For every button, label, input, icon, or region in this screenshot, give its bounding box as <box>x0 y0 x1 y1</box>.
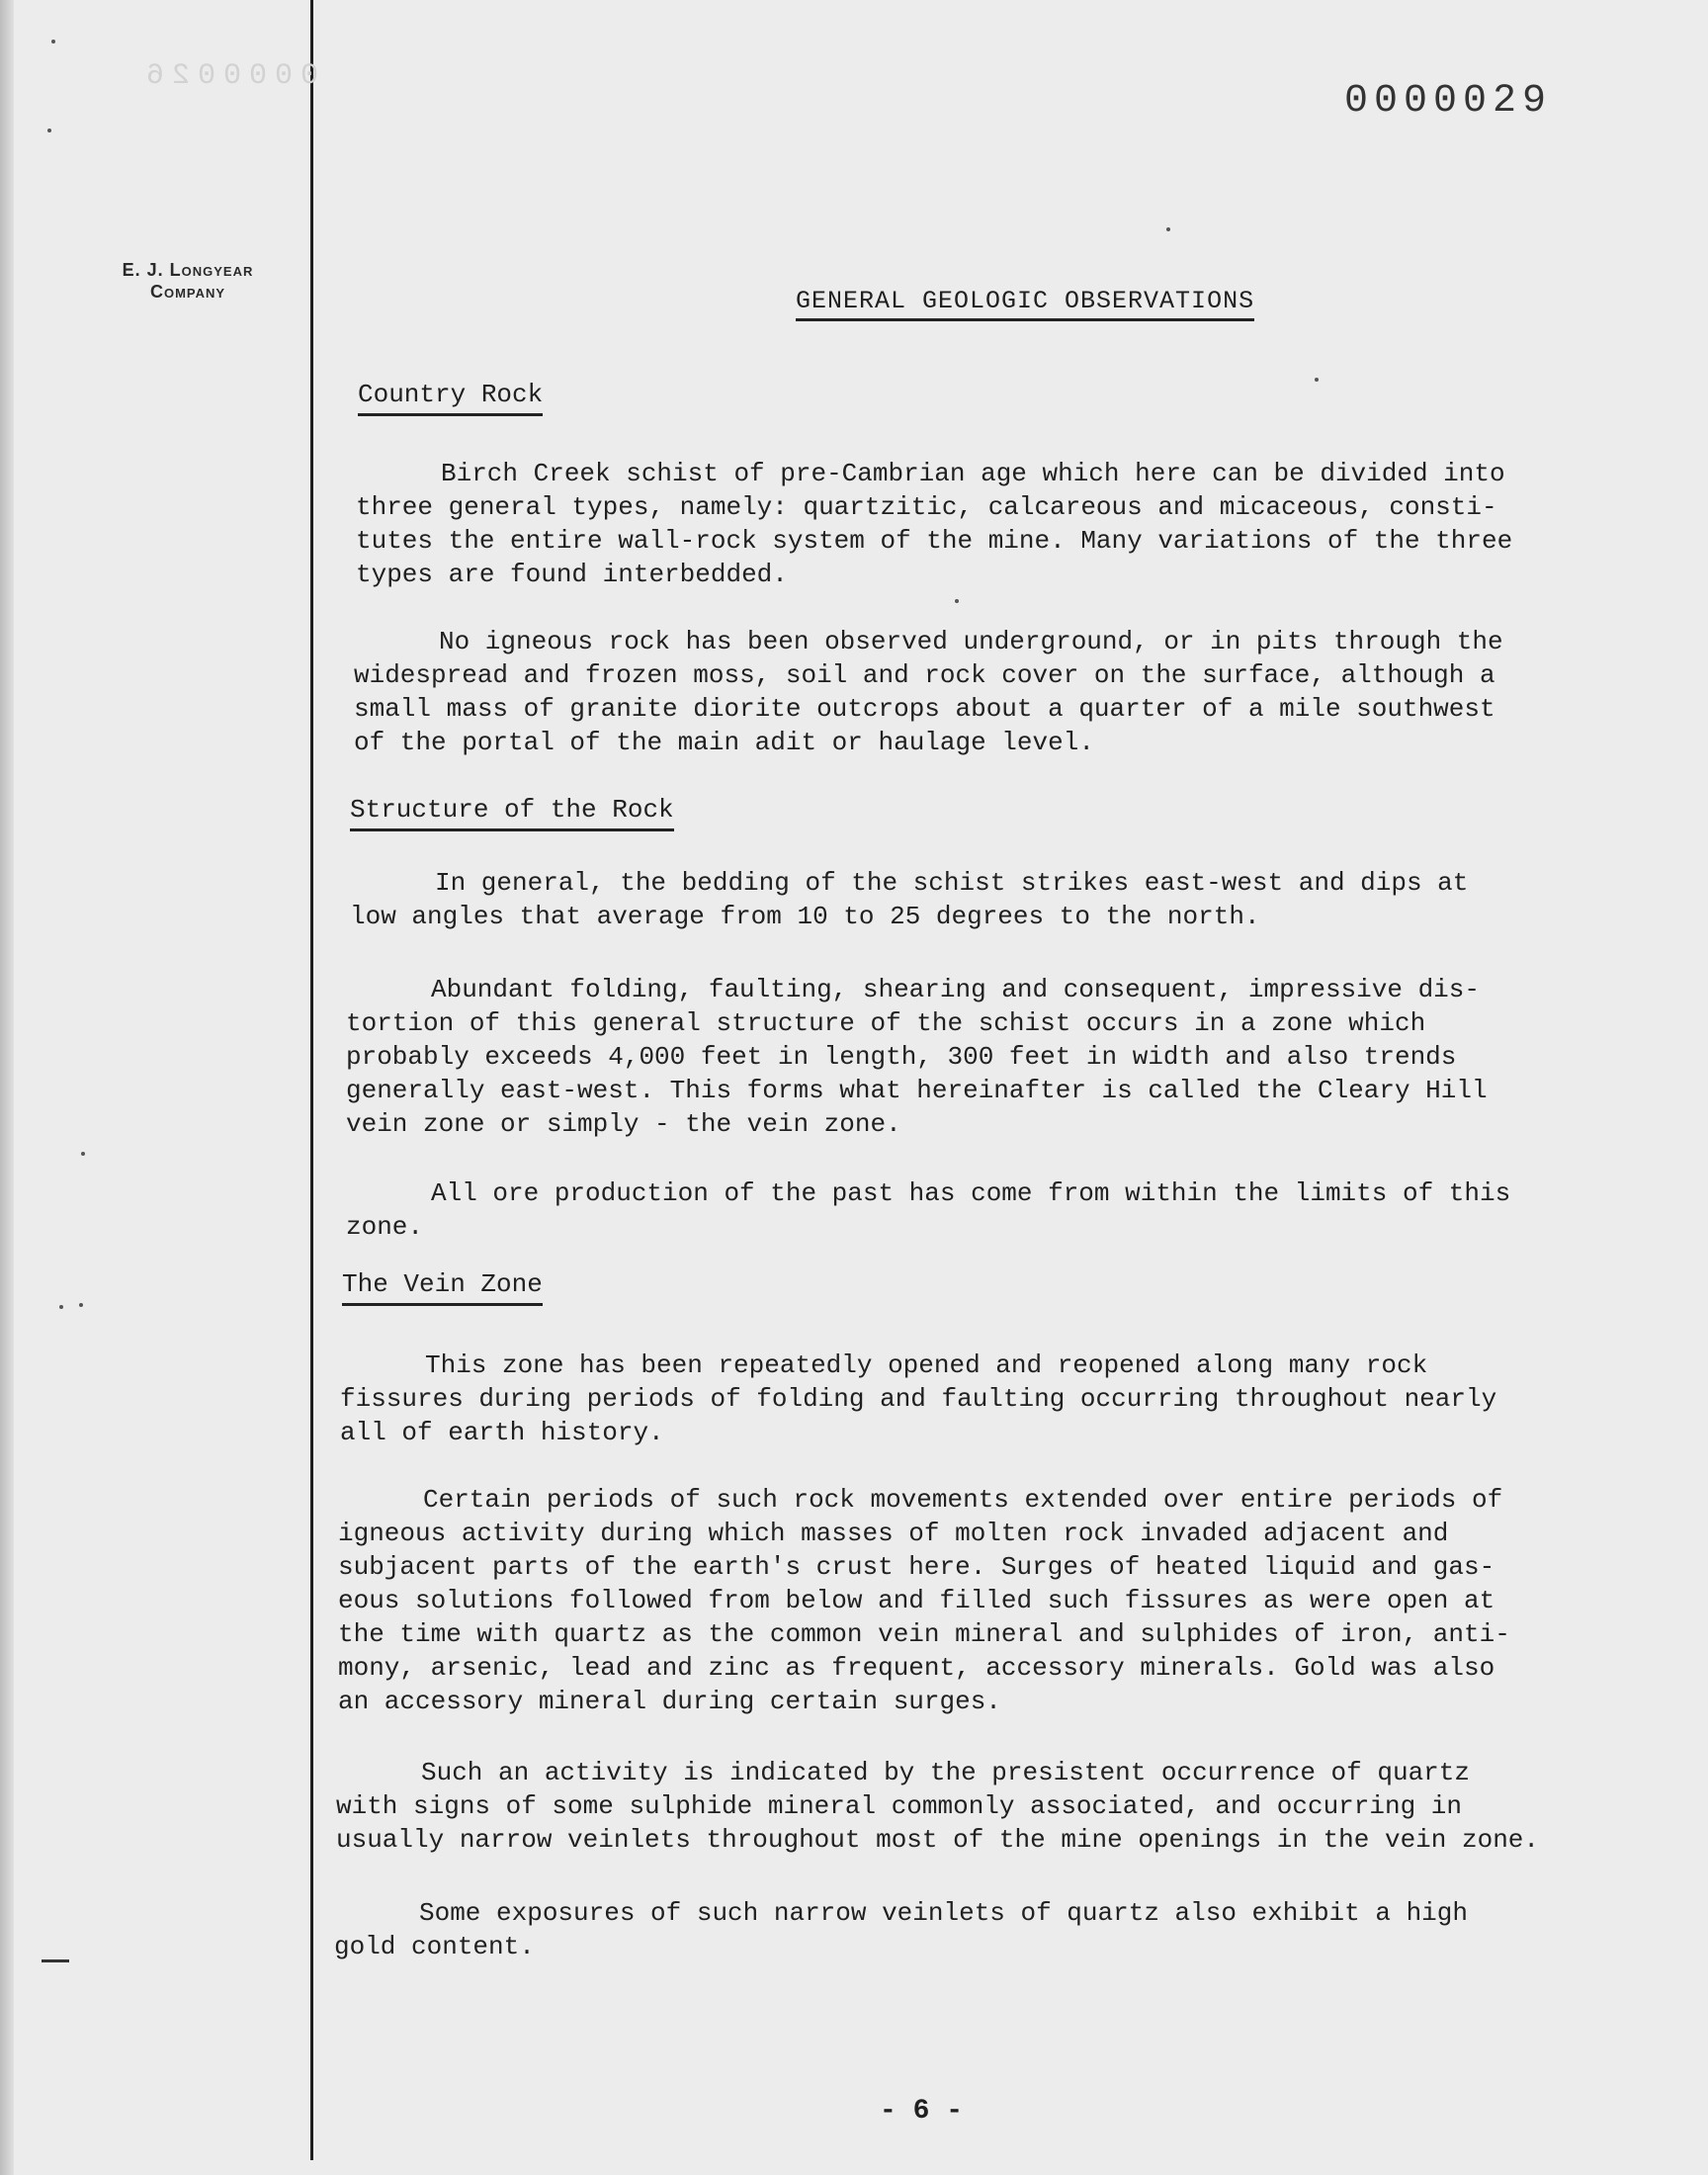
text-line: widespread and frozen moss, soil and rock cover on the surface, although a <box>354 660 1495 690</box>
text-line: Such an activity is indicated by the presistent occurrence of quartz <box>421 1758 1470 1787</box>
scan-speck <box>59 1305 63 1309</box>
text-line: vein zone or simply - the vein zone. <box>346 1109 901 1139</box>
text-line: All ore production of the past has come from within the limits of this <box>431 1178 1511 1208</box>
text-line: usually narrow veinlets throughout most of the mine openings in the vein zone. <box>336 1825 1539 1855</box>
section-heading-country-rock: Country Rock <box>358 380 543 416</box>
text-line: three general types, namely: quartzitic, calcareous and micaceous, consti- <box>356 492 1497 522</box>
text-line: zone. <box>346 1212 424 1242</box>
scan-speck <box>1166 227 1170 231</box>
text-line: No igneous rock has been observed underground, or in pits through the <box>439 627 1503 656</box>
scan-speck <box>1315 378 1319 382</box>
section-heading-structure: Structure of the Rock <box>350 795 674 831</box>
text-line: the time with quartz as the common vein mineral and sulphides of iron, anti- <box>338 1619 1510 1649</box>
text-line: Some exposures of such narrow veinlets of quartz also exhibit a high <box>419 1898 1468 1928</box>
paragraph-vein-zone-4 <box>334 1896 1619 1963</box>
scan-speck <box>79 1303 83 1307</box>
text-line: In general, the bedding of the schist strikes east-west and dips at <box>435 868 1469 898</box>
text-line: tortion of this general structure of the schist occurs in a zone which <box>346 1008 1426 1038</box>
text-line: types are found interbedded. <box>356 560 788 589</box>
margin-mark <box>42 1959 69 1962</box>
text-line: gold content. <box>334 1932 535 1961</box>
paragraph-country-rock-1 <box>356 457 1641 591</box>
paragraph-country-rock-2 <box>354 625 1639 759</box>
text-line: igneous activity during which masses of molten rock invaded adjacent and <box>338 1519 1449 1548</box>
text-line: Birch Creek schist of pre-Cambrian age which here can be divided into <box>441 459 1505 488</box>
paragraph-vein-zone-1 <box>340 1348 1635 1449</box>
section-heading-vein-zone: The Vein Zone <box>342 1269 543 1306</box>
scan-speck <box>51 40 55 44</box>
scan-speck <box>81 1152 85 1156</box>
text-line: with signs of some sulphide mineral commonly associated, and occurring in <box>336 1791 1462 1821</box>
scan-speck <box>47 129 51 132</box>
paragraph-vein-zone-2 <box>338 1483 1643 1718</box>
company-letterhead <box>69 259 306 303</box>
page-number: - 6 - <box>880 2096 964 2127</box>
paragraph-structure-3 <box>346 1176 1631 1244</box>
text-line: low angles that average from 10 to 25 degrees to the north. <box>350 902 1260 931</box>
text-line: Abundant folding, faulting, shearing and consequent, impressive dis- <box>431 975 1480 1004</box>
text-line: Certain periods of such rock movements extended over entire periods of <box>423 1485 1503 1515</box>
text-line: probably exceeds 4,000 feet in length, 300 feet in width and also trends <box>346 1042 1457 1072</box>
text-line: all of earth history. <box>340 1418 664 1447</box>
document-number: 0000029 <box>1344 79 1553 124</box>
text-line: small mass of granite diorite outcrops about a quarter of a mile southwest <box>354 694 1495 724</box>
text-line: eous solutions followed from below and filled such fissures as were open at <box>338 1586 1495 1615</box>
text-line: generally east-west. This forms what hereinafter is called the Cleary Hill <box>346 1076 1488 1105</box>
company-suffix: Company <box>149 282 226 302</box>
text-line: This zone has been repeatedly opened and reopened along many rock <box>425 1350 1428 1380</box>
text-line: mony, arsenic, lead and zinc as frequent, accessory minerals. Gold was also <box>338 1653 1495 1683</box>
paragraph-structure-1 <box>350 866 1635 933</box>
page-title: GENERAL GEOLOGIC OBSERVATIONS <box>796 287 1254 321</box>
company-name: E. J. Longyear <box>122 260 254 280</box>
scan-speck <box>955 599 959 603</box>
bleed-through-number: 0000026 <box>138 59 319 93</box>
text-line: of the portal of the main adit or haulage level. <box>354 728 1094 757</box>
page-edge-shadow <box>0 0 14 2175</box>
text-line: tutes the entire wall-rock system of the mine. Many variations of the three <box>356 526 1513 556</box>
margin-rule <box>310 0 313 2160</box>
text-line: an accessory mineral during certain surges. <box>338 1687 1001 1716</box>
paragraph-structure-2 <box>346 973 1641 1141</box>
text-line: subjacent parts of the earth's crust here. Surges of heated liquid and gas- <box>338 1552 1495 1582</box>
text-line: fissures during periods of folding and faulting occurring throughout nearly <box>340 1384 1497 1414</box>
paragraph-vein-zone-3 <box>336 1756 1651 1857</box>
